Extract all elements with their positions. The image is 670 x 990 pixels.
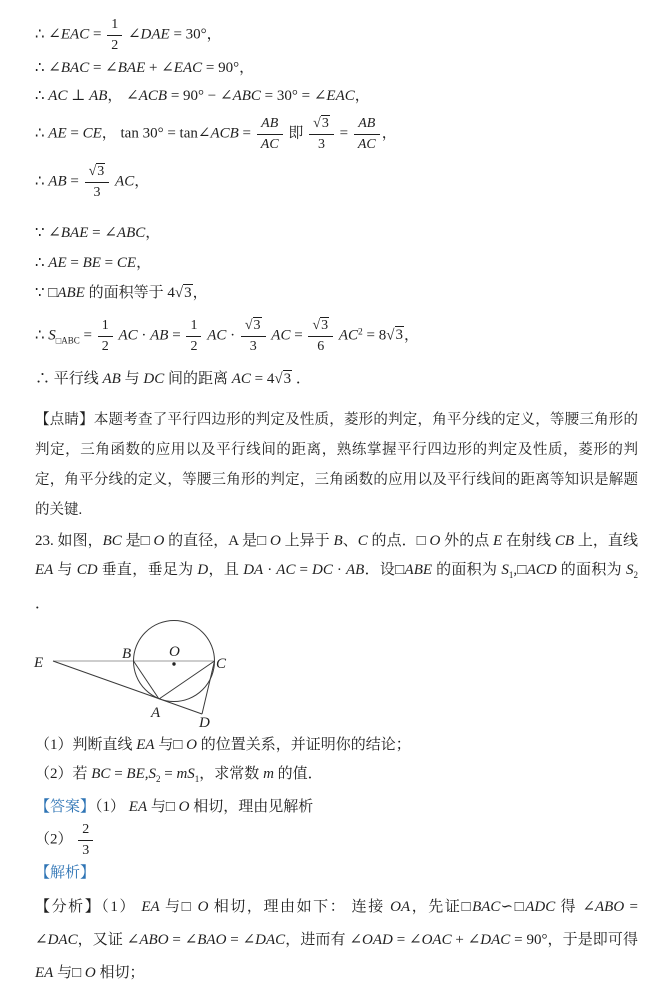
analysis-header: 【解析】: [35, 865, 96, 882]
line-CD: [202, 661, 215, 714]
formula-line-10: ∴ 平行线 AB 与 DC 间的距离 AC = 4√3 ．: [35, 371, 311, 387]
label-O: O: [169, 644, 180, 661]
geometry-svg: [30, 619, 310, 733]
label-E: E: [34, 655, 44, 672]
label-B: B: [122, 646, 132, 663]
formula-line-9: ∴ $S_{□ABC}$ = $\frac{1}{2}$ AC · AB = $\frac{1}{2}$ AC · $\frac{√3}{3}$ AC = $\frac{√3}{6}$ $AC^2 = 8√3$，: [35, 317, 420, 354]
formula-line-2: ∴ ∠BAC = ∠BAE + ∠EAC = 90°，: [35, 60, 255, 77]
question-2: （2）若 BC = $BE,S_2 = mS_1$，求常数 m 的值．: [35, 765, 323, 784]
label-C: C: [216, 656, 227, 673]
key-point-note: 【点睛】本题考查了平行四边形的判定及性质，菱形的判定，角平分线的定义，等腰三角形的判定，三角函数的应用以及平行线间的距离，熟练掌握平行四边形的判定及性质，菱形的判定，角平分线的定义，等腰三角形的判定，三角函数的应用以及平行线间的距离等知识是解题的关键.: [35, 412, 638, 519]
analysis-paragraph: 【分析】（1） EA 与□ O 相切，理由如下： 连接 OA，先证□BAC∽□ADC 得 ∠ABO = ∠DAC，又证 ∠ABO = ∠BAO = ∠DAC，进而有 ∠OAD = ∠OAC + ∠DAC = 90°，于是即可得 EA 与□ O 相切；: [35, 899, 638, 982]
geometry-diagram: [30, 619, 638, 733]
line-BA: [134, 661, 160, 699]
question-1: （1）判断直线 EA 与□ O 的位置关系，并证明你的结论；: [35, 737, 411, 754]
label-D: D: [199, 715, 210, 732]
answer-line-2: （2） $\frac{2}{3}$: [35, 821, 638, 859]
formula-line-4: ∴ AE = CE， tan 30° = tan∠ACB = $\frac{AB}{AC}$ 即 $\frac{√3}{3}$ = $\frac{AB}{AC}$ ，: [35, 115, 397, 152]
label-A: A: [151, 705, 161, 722]
answer-line-1: 【答案】（1） EA 与□ O 相切，理由见解析: [35, 798, 314, 815]
line-CA: [159, 661, 215, 699]
problem-23-text: 23. 如图，BC 是□ O 的直径，A 是□ O 上异于 B、C 的点．□ O 外的点 E 在射线 CB 上，直线 EA 与 CD 垂直，垂足为 D，且 DA · AC = DC · AB．设□ABE 的面积为 $S_1,□ACD$ 的面积为 $S_2$ ．: [35, 533, 638, 613]
line-EAD: [53, 661, 202, 714]
formula-line-7: ∴ AE = BE = CE，: [35, 255, 152, 272]
formula-line-5: ∴ AB = $\frac{√3}{3}$ AC，: [35, 163, 150, 200]
formula-line-3: ∴ AC ⊥ AB， ∠ACB = 90° − ∠ABC = 30° = ∠EAC，: [35, 88, 370, 105]
formula-line-6: ∵ ∠BAE = ∠ABC，: [35, 225, 161, 242]
center-dot: [172, 663, 175, 666]
formula-line-8: ∵ □ABE 的面积等于 4√3，: [35, 284, 208, 301]
formula-line-1: ∴ ∠EAC = $\frac{1}{2}$ ∠DAE = 30°，: [35, 17, 222, 54]
